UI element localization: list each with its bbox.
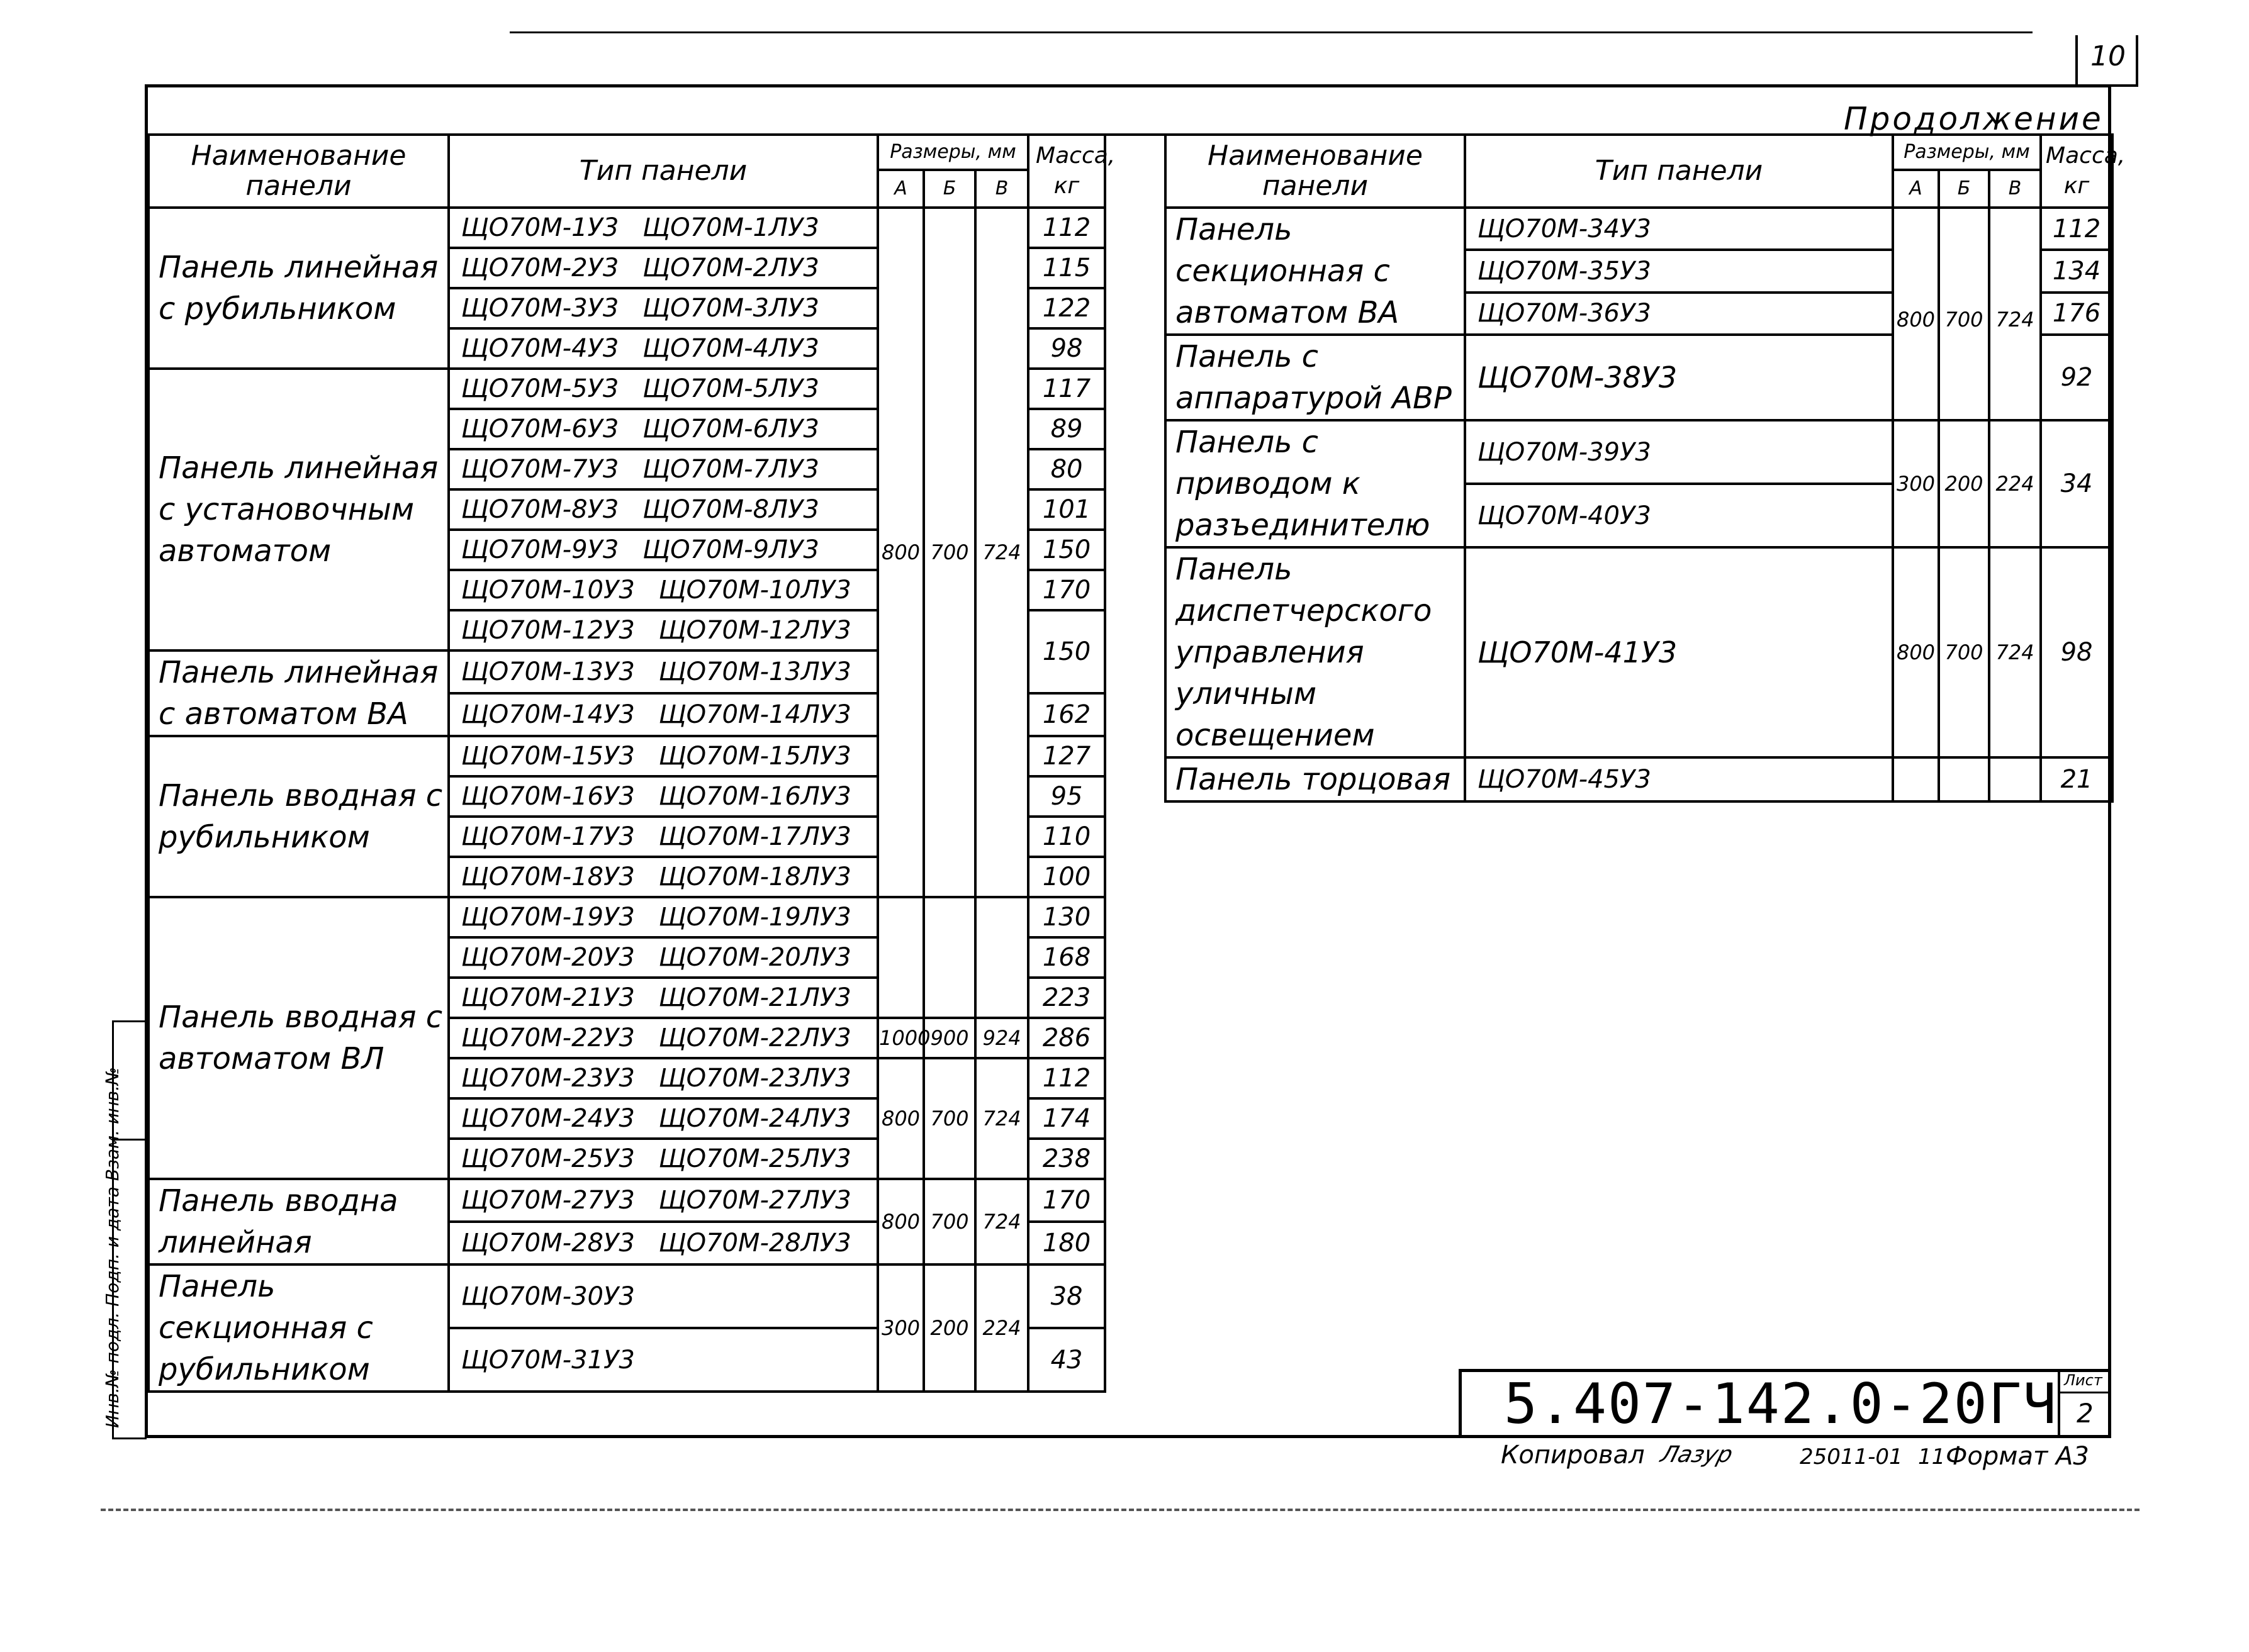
type-code: ЩО70М-31У3 — [461, 1345, 635, 1375]
mass-value: 98 — [1028, 328, 1105, 369]
dim-a: 1000 — [878, 1018, 924, 1058]
mass-value: 122 — [1028, 288, 1105, 328]
mass-value: 34 — [2041, 420, 2112, 547]
mass-value: 168 — [1028, 937, 1105, 978]
continuation-label: Продолжение — [1844, 101, 2104, 137]
type-code: ЩО70М-6У3 — [461, 415, 619, 444]
type-code-l: ЩО70М-5ЛУ3 — [642, 374, 819, 403]
dim-v: 724 — [1989, 547, 2041, 757]
panel-name: Панель линейная с установочным автоматом — [149, 369, 449, 650]
dim-b: 900 — [924, 1018, 975, 1058]
mass-value: 130 — [1028, 897, 1105, 937]
mass-value: 115 — [1028, 248, 1105, 288]
mass-value: 238 — [1028, 1139, 1105, 1179]
sheet-cell-divider — [2060, 1392, 2111, 1393]
mass-value: 38 — [1028, 1264, 1105, 1328]
table-row — [149, 1264, 1105, 1328]
type-code-l: ЩО70М-25ЛУ3 — [658, 1144, 851, 1173]
mass-value: 286 — [1028, 1018, 1105, 1058]
dim-b: 700 — [924, 208, 975, 897]
type-code-l: ЩО70М-15ЛУ3 — [658, 742, 851, 771]
panel-name: Панель линейная с автоматом ВА — [149, 650, 449, 736]
mass-value: 134 — [2041, 250, 2112, 292]
panel-type — [449, 897, 878, 937]
type-code-l: ЩО70М-16ЛУ3 — [658, 782, 851, 811]
type-code: ЩО70М-15У3 — [461, 742, 635, 771]
table-row — [1165, 208, 2112, 250]
mass-value: 98 — [2041, 547, 2112, 757]
type-code: ЩО70М-20У3 — [461, 943, 635, 972]
type-code-l: ЩО70М-3ЛУ3 — [642, 294, 819, 323]
panel-type — [449, 650, 878, 693]
type-code: ЩО70М-9У3 — [461, 535, 619, 564]
col-header-a: А — [878, 170, 924, 208]
mass-value: 174 — [1028, 1098, 1105, 1139]
type-code: ЩО70М-19У3 — [461, 903, 635, 932]
panel-name: Панель с приводом к разъединителю — [1165, 420, 1465, 547]
right-col-header-mass: Масса, кг — [2041, 135, 2112, 208]
table-row — [1165, 420, 2112, 484]
dim-b: 200 — [1939, 420, 1989, 547]
document-code: 5.407-142.0-20ГЧ — [1504, 1371, 2058, 1436]
dim-a: 800 — [878, 1058, 924, 1179]
panel-type: ЩО70М-38У3 — [1465, 335, 1893, 420]
panel-type — [449, 328, 878, 369]
type-code: ЩО70М-1У3 — [461, 213, 619, 242]
panel-type — [449, 1222, 878, 1264]
type-code-l: ЩО70М-27ЛУ3 — [658, 1186, 851, 1215]
panel-type — [449, 288, 878, 328]
dim-v: 924 — [975, 1018, 1028, 1058]
table-row — [1165, 757, 2112, 801]
side-stamp-text: Инв.№ подл. Подп. и дата Взам. инв.№ — [102, 1066, 123, 1428]
type-code-l: ЩО70М-17ЛУ3 — [658, 822, 851, 851]
type-code-l: ЩО70М-20ЛУ3 — [658, 943, 851, 972]
type-code-l: ЩО70М-12ЛУ3 — [658, 616, 851, 645]
right-col-header-dims: Размеры, мм — [1893, 135, 2041, 170]
panel-type: ЩО70М-39У3 — [1465, 420, 1893, 484]
panel-type — [449, 248, 878, 288]
type-code: ЩО70М-3У3 — [461, 294, 619, 323]
col-header-dims: Размеры, мм — [878, 135, 1028, 170]
col-header-b: Б — [924, 170, 975, 208]
type-code: ЩО70М-18У3 — [461, 862, 635, 891]
mass-value: 223 — [1028, 978, 1105, 1018]
mass-value: 80 — [1028, 449, 1105, 489]
dim-v: 724 — [1989, 208, 2041, 420]
type-code: ЩО70М-10У3 — [461, 576, 635, 605]
mass-value: 95 — [1028, 776, 1105, 817]
mass-value: 43 — [1028, 1328, 1105, 1392]
panel-type — [449, 857, 878, 897]
panel-type: ЩО70М-45У3 — [1465, 757, 1893, 801]
dim-a: 800 — [878, 1179, 924, 1264]
type-code: ЩО70М-30У3 — [461, 1281, 635, 1311]
panel-name: Панель торцовая — [1165, 757, 1465, 801]
col-header-type: Тип панели — [449, 135, 878, 208]
panel-type: ЩО70М-41У3 — [1465, 547, 1893, 757]
type-code-l: ЩО70М-9ЛУ3 — [642, 535, 819, 564]
col-header-mass: Масса, кг — [1028, 135, 1105, 208]
type-code: ЩО70М-24У3 — [461, 1104, 635, 1133]
panel-type — [449, 570, 878, 610]
mass-value: 89 — [1028, 409, 1105, 449]
dim-b: 700 — [1939, 208, 1989, 420]
dim-empty — [1939, 757, 1989, 801]
type-code: ЩО70М-17У3 — [461, 822, 635, 851]
dim-empty — [924, 897, 975, 1018]
panel-type: ЩО70М-34У3 — [1465, 208, 1893, 250]
type-code-l: ЩО70М-22ЛУ3 — [658, 1024, 851, 1052]
panel-type — [449, 978, 878, 1018]
mass-value: 117 — [1028, 369, 1105, 409]
footer-signature: Лазур — [1657, 1442, 1736, 1468]
type-code: ЩО70М-7У3 — [461, 455, 619, 484]
mass-value: 112 — [1028, 208, 1105, 248]
sheet-label: Лист — [2064, 1371, 2102, 1389]
right-col-header-type: Тип панели — [1465, 135, 1893, 208]
panel-type: ЩО70М-35У3 — [1465, 250, 1893, 292]
dim-a: 300 — [878, 1264, 924, 1392]
panel-type — [449, 736, 878, 776]
dim-b: 700 — [1939, 547, 1989, 757]
panel-type — [449, 1098, 878, 1139]
right-col-header-b: Б — [1939, 170, 1989, 208]
panel-name: Панель диспетчерского управления уличным освещением — [1165, 547, 1465, 757]
panel-type — [449, 1018, 878, 1058]
footer-order: 25011-01 — [1800, 1444, 1903, 1470]
panel-type — [449, 369, 878, 409]
type-code-l: ЩО70М-4ЛУ3 — [642, 334, 819, 363]
type-code: ЩО70М-5У3 — [461, 374, 619, 403]
footer-format: Формат А3 — [1946, 1442, 2089, 1471]
mass-value: 112 — [2041, 208, 2112, 250]
dim-b: 700 — [924, 1179, 975, 1264]
panel-type — [449, 610, 878, 650]
panel-name: Панель вводная с рубильником — [149, 736, 449, 897]
dim-empty — [975, 897, 1028, 1018]
dim-v: 724 — [975, 208, 1028, 897]
panel-name: Панель вводна линейная — [149, 1179, 449, 1264]
panel-type: ЩО70М-40У3 — [1465, 484, 1893, 547]
panel-type — [449, 1058, 878, 1098]
type-code-l: ЩО70М-2ЛУ3 — [642, 254, 819, 282]
panel-type — [449, 208, 878, 248]
type-code-l: ЩО70М-6ЛУ3 — [642, 415, 819, 444]
panel-type — [449, 1328, 878, 1392]
type-code-l: ЩО70М-1ЛУ3 — [642, 213, 819, 242]
dim-v: 724 — [975, 1179, 1028, 1264]
type-code-l: ЩО70М-28ЛУ3 — [658, 1229, 851, 1258]
panel-name: Панель секционная с рубильником — [149, 1264, 449, 1392]
type-code: ЩО70М-14У3 — [461, 700, 635, 729]
type-code-l: ЩО70М-19ЛУ3 — [658, 903, 851, 932]
right-col-header-v: В — [1989, 170, 2041, 208]
trim-line — [101, 1509, 2140, 1511]
mass-value: 112 — [1028, 1058, 1105, 1098]
panel-type — [449, 776, 878, 817]
panel-type — [449, 1139, 878, 1179]
sheet-number: 10 — [2090, 40, 2126, 72]
mass-value: 176 — [2041, 293, 2112, 335]
mass-value: 101 — [1028, 489, 1105, 530]
type-code: ЩО70М-23У3 — [461, 1064, 635, 1093]
type-code-l: ЩО70М-21ЛУ3 — [658, 983, 851, 1012]
dim-v: 224 — [975, 1264, 1028, 1392]
dim-v: 224 — [1989, 420, 2041, 547]
right-spec-table — [1164, 133, 2126, 803]
mass-value: 100 — [1028, 857, 1105, 897]
right-col-header-a: А — [1893, 170, 1939, 208]
panel-type — [449, 449, 878, 489]
panel-type — [449, 489, 878, 530]
col-header-name: Наименование панели — [149, 135, 449, 208]
mass-value: 21 — [2041, 757, 2112, 801]
mass-value: 150 — [1028, 530, 1105, 570]
dim-v: 724 — [975, 1058, 1028, 1179]
mass-value: 150 — [1028, 610, 1105, 693]
mass-value: 170 — [1028, 1179, 1105, 1222]
dim-a: 300 — [1893, 420, 1939, 547]
dim-empty — [878, 897, 924, 1018]
panel-name: Панель с аппаратурой АВР — [1165, 335, 1465, 420]
panel-name: Панель вводная с автоматом ВЛ — [149, 897, 449, 1179]
type-code: ЩО70М-25У3 — [461, 1144, 635, 1173]
sheet-value: 2 — [2077, 1398, 2094, 1429]
footer-copied: Копировал — [1501, 1441, 1645, 1470]
dim-a: 800 — [878, 208, 924, 897]
type-code: ЩО70М-22У3 — [461, 1024, 635, 1052]
panel-name: Панель линейная с рубильником — [149, 208, 449, 369]
table-row — [149, 1179, 1105, 1222]
type-code: ЩО70М-27У3 — [461, 1186, 635, 1215]
dim-a: 800 — [1893, 208, 1939, 420]
panel-type: ЩО70М-36У3 — [1465, 293, 1893, 335]
footer-order-num: 11 — [1918, 1444, 1946, 1470]
mass-value: 92 — [2041, 335, 2112, 420]
panel-type — [449, 937, 878, 978]
dim-b: 700 — [924, 1058, 975, 1179]
panel-type — [449, 1264, 878, 1328]
dim-a: 800 — [1893, 547, 1939, 757]
panel-type — [449, 530, 878, 570]
top-rule — [510, 31, 2033, 33]
mass-value: 110 — [1028, 817, 1105, 857]
col-header-v: В — [975, 170, 1028, 208]
mass-value: 180 — [1028, 1222, 1105, 1264]
panel-name: Панель секционная с автоматом ВА — [1165, 208, 1465, 335]
type-code-l: ЩО70М-18ЛУ3 — [658, 862, 851, 891]
type-code: ЩО70М-2У3 — [461, 254, 619, 282]
dim-empty — [1893, 757, 1939, 801]
mass-value: 170 — [1028, 570, 1105, 610]
type-code: ЩО70М-13У3 — [461, 657, 635, 686]
dim-empty — [1989, 757, 2041, 801]
table-row — [149, 208, 1105, 248]
mass-value: 127 — [1028, 736, 1105, 776]
left-spec-table — [147, 133, 1116, 1393]
type-code-l: ЩО70М-14ЛУ3 — [658, 700, 851, 729]
type-code-l: ЩО70М-13ЛУ3 — [658, 657, 851, 686]
panel-type — [449, 817, 878, 857]
type-code-l: ЩО70М-7ЛУ3 — [642, 455, 819, 484]
type-code-l: ЩО70М-10ЛУ3 — [658, 576, 851, 605]
type-code-l: ЩО70М-24ЛУ3 — [658, 1104, 851, 1133]
type-code: ЩО70М-28У3 — [461, 1229, 635, 1258]
dim-b: 200 — [924, 1264, 975, 1392]
type-code: ЩО70М-4У3 — [461, 334, 619, 363]
type-code-l: ЩО70М-23ЛУ3 — [658, 1064, 851, 1093]
panel-type — [449, 409, 878, 449]
right-col-header-name: Наименование панели — [1165, 135, 1465, 208]
type-code: ЩО70М-12У3 — [461, 616, 635, 645]
type-code: ЩО70М-21У3 — [461, 983, 635, 1012]
mass-value: 162 — [1028, 693, 1105, 736]
table-row — [149, 897, 1105, 937]
panel-type — [449, 1179, 878, 1222]
table-row — [1165, 547, 2112, 757]
panel-type — [449, 693, 878, 736]
type-code-l: ЩО70М-8ЛУ3 — [642, 495, 819, 524]
type-code: ЩО70М-8У3 — [461, 495, 619, 524]
type-code: ЩО70М-16У3 — [461, 782, 635, 811]
